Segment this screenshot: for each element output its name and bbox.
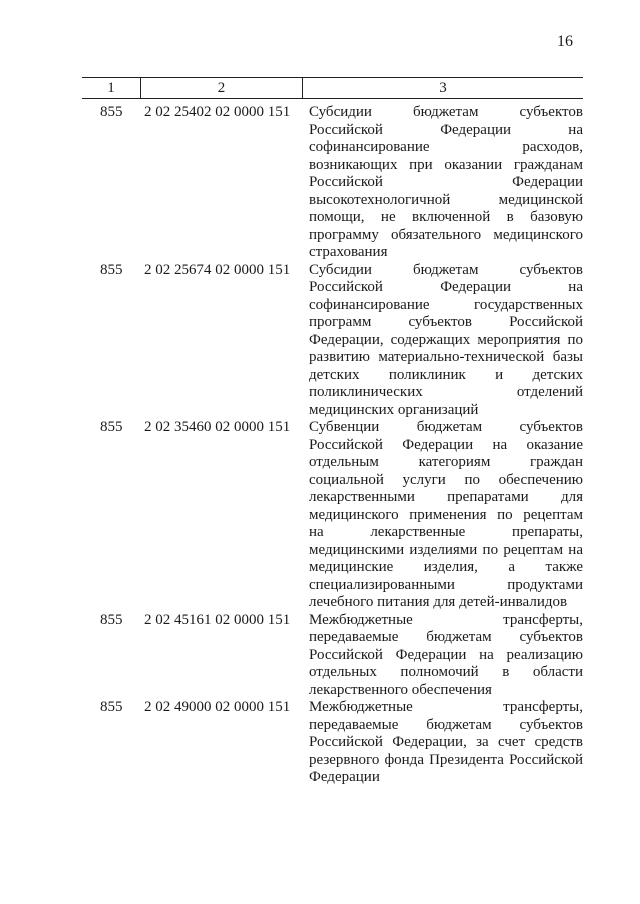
description-line: Субсидии бюджетам субъектов bbox=[309, 104, 583, 120]
description bbox=[309, 104, 583, 262]
description-line: софинансирование государственных bbox=[309, 296, 583, 313]
description-line: Российской Федерации на bbox=[309, 279, 583, 295]
description-line: отдельным категориям граждан bbox=[309, 454, 583, 470]
description-line: передаваемые бюджетам субъектов bbox=[309, 629, 583, 645]
description-line: отдельных полномочий в области bbox=[309, 664, 583, 680]
description-line: развитию материально-технической базы bbox=[309, 349, 583, 365]
description-line: Российской Федерации на оказание bbox=[309, 436, 583, 453]
table-row bbox=[82, 419, 583, 612]
description-line: поликлинических отделений bbox=[309, 384, 583, 400]
budget-code: 2 02 45161 02 0000 151 bbox=[144, 611, 291, 628]
description-line: Субсидии бюджетам субъектов bbox=[309, 261, 583, 278]
description-line: Федерации bbox=[309, 769, 380, 785]
header-col-2: 2 bbox=[217, 80, 226, 96]
description-line: на лекарственные препараты, bbox=[309, 524, 583, 540]
description-line: программ субъектов Российской bbox=[309, 314, 583, 330]
budget-code: 2 02 49000 02 0000 151 bbox=[144, 699, 291, 715]
description-line: передаваемые бюджетам субъектов bbox=[309, 716, 583, 733]
header-col-3: 3 bbox=[439, 80, 447, 96]
budget-code: 2 02 25674 02 0000 151 bbox=[144, 261, 291, 278]
table-row bbox=[82, 262, 583, 420]
description-line: высокотехнологичной медицинской bbox=[309, 191, 583, 208]
description-line: детских поликлиник и детских bbox=[309, 366, 583, 383]
admin-code: 855 bbox=[100, 104, 123, 120]
description bbox=[309, 262, 583, 420]
admin-code: 855 bbox=[100, 699, 123, 715]
table-row bbox=[82, 612, 583, 700]
description-line: медицинские изделия, а также bbox=[309, 559, 583, 575]
description-line: Федерации, содержащих мероприятия по bbox=[309, 331, 583, 348]
description-line: медицинскими изделиями по рецептам на bbox=[309, 541, 583, 558]
description-line: Российской Федерации bbox=[309, 174, 583, 190]
page-number: 16 bbox=[557, 33, 573, 50]
description-line: софинансирование расходов, bbox=[309, 139, 583, 155]
description-line: страхования bbox=[309, 244, 388, 260]
description-line: резервного фонда Президента Российской bbox=[309, 751, 583, 768]
description-line: Межбюджетные трансферты, bbox=[309, 611, 583, 628]
description-line: программу обязательного медицинского bbox=[309, 226, 583, 243]
description bbox=[309, 699, 583, 787]
description bbox=[309, 612, 583, 700]
description-line: лекарственного обеспечения bbox=[309, 681, 492, 698]
budget-code: 2 02 35460 02 0000 151 bbox=[144, 419, 291, 435]
description-line: медицинского применения по рецептам bbox=[309, 506, 583, 523]
description-line: социальной услуги по обеспечению bbox=[309, 471, 583, 488]
table-row bbox=[82, 699, 583, 787]
description-line: Межбюджетные трансферты, bbox=[309, 699, 583, 715]
description-line: лекарственными препаратами для bbox=[309, 489, 583, 505]
description-line: помощи, не включенной в базовую bbox=[309, 209, 583, 225]
description-line: возникающих при оказании гражданам bbox=[309, 156, 583, 173]
description-line: специализированными продуктами bbox=[309, 576, 583, 593]
table-row bbox=[82, 104, 583, 262]
table-header bbox=[82, 77, 583, 99]
description-line: Российской Федерации на реализацию bbox=[309, 646, 583, 663]
description-line: лечебного питания для детей-инвалидов bbox=[309, 594, 568, 610]
description-line: медицинских организаций bbox=[309, 401, 479, 418]
admin-code: 855 bbox=[100, 261, 123, 278]
description-line: Российской Федерации на bbox=[309, 121, 583, 138]
description bbox=[309, 419, 583, 612]
admin-code: 855 bbox=[100, 611, 123, 628]
description-line: Российской Федерации, за счет средств bbox=[309, 734, 583, 750]
budget-code: 2 02 25402 02 0000 151 bbox=[144, 104, 291, 120]
header-col-1: 1 bbox=[107, 80, 115, 96]
table-body bbox=[82, 104, 583, 787]
description-line: Субвенции бюджетам субъектов bbox=[309, 419, 583, 435]
admin-code: 855 bbox=[100, 419, 123, 435]
